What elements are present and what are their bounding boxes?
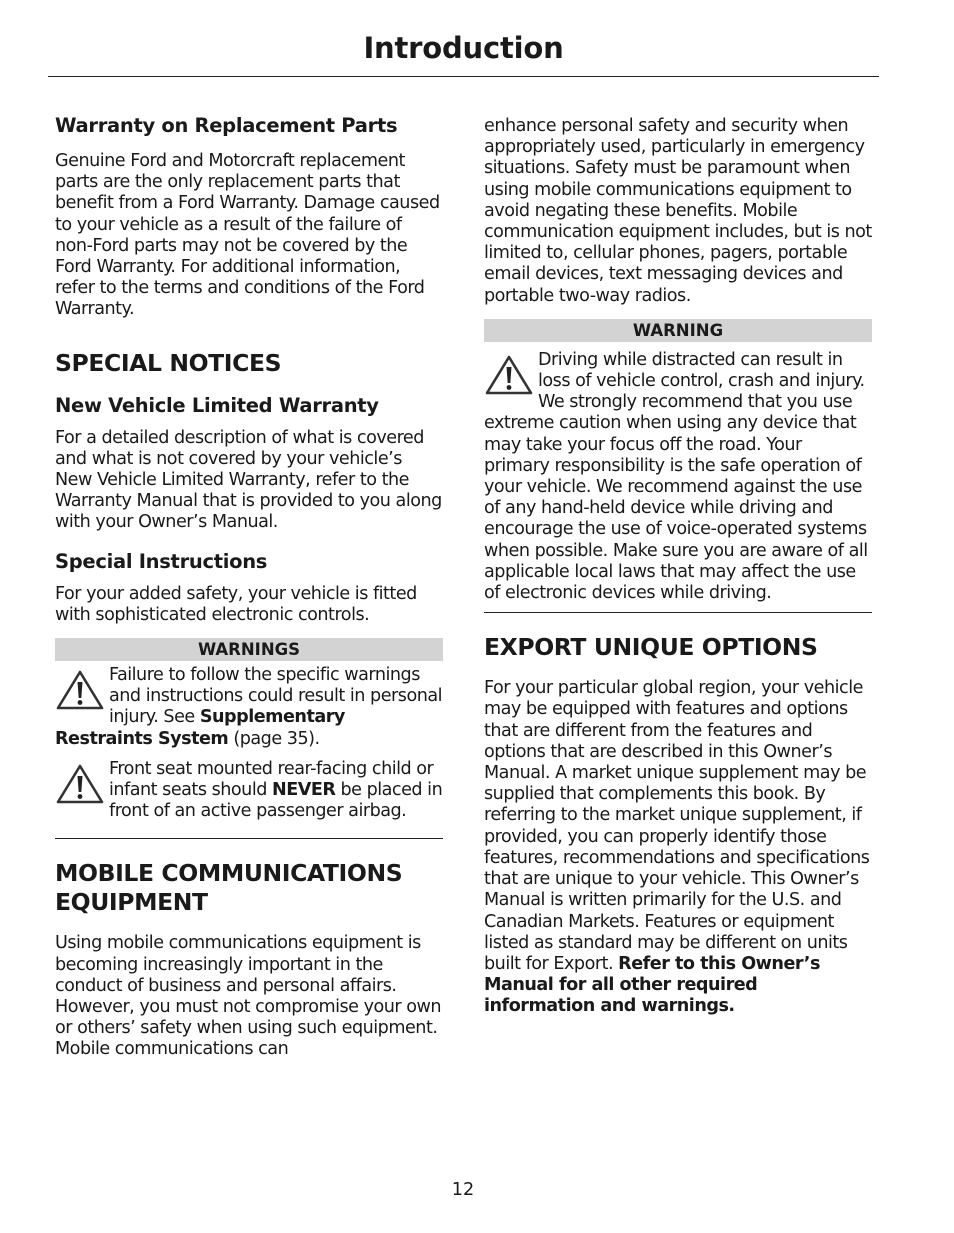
nvlw-paragraph: For a detailed description of what is covered and what is not covered by your vehicle’s New Vehicle Limited Warranty, refer to the Warranty Manual that is provided to you along with your Owner’s Manual.: [55, 427, 442, 533]
warning-text: [55, 759, 443, 823]
warning-triangle-icon: [55, 763, 105, 805]
page-title: Introduction: [363, 31, 564, 65]
never-emphasis: NEVER: [271, 780, 336, 801]
export-options-bold: Refer to this Owner’s Manual for all other required information and warnings.: [484, 953, 820, 1017]
srs-link[interactable]: Supplementary Restraints System: [55, 707, 345, 749]
section-divider: [484, 612, 872, 613]
nvlw-heading: New Vehicle Limited Warranty: [55, 393, 379, 417]
mobile-comm-continued-paragraph: enhance personal safety and security when appropriately used, particularly in emergency situations. Safety must be paramount when using mobile communications equipment to avoid negating these benefits. Mobile communication equipment includes, but is not limited to, cellular phones, pagers, portable email devices, text messaging devices and portable two-way radios.: [484, 116, 872, 306]
page-number: 12: [451, 1180, 475, 1200]
right-column: [484, 113, 872, 1018]
section-divider: [55, 838, 443, 839]
warning-text-2-post: be placed in front of an active passenger airbag.: [109, 780, 443, 822]
special-instructions-paragraph: For your added safety, your vehicle is fitted with sophisticated electronic controls.: [55, 583, 417, 625]
warning-triangle-icon: [55, 669, 105, 711]
mobile-comm-heading: MOBILE COMMUNICATIONS EQUIPMENT: [55, 859, 403, 917]
warning-text: Driving while distracted can result in loss of vehicle control, crash and injury. We strongly recommend that you use extreme caution when using any device that may take your focus off the road. Your primary responsibility is the safe operation of your vehicle. We recommend against the use of any hand-held device while driving and encourage the use of voice-operated systems when possible. Make sure you are aware of all applicable local laws that may affect the use of electronic devices while driving.: [484, 349, 868, 604]
export-options-text: For your particular global region, your vehicle may be equipped with features and options that are different from the features and options that are described in this Owner’s Manual. A market unique supplement may be supplied that complements this book. By referring to the market unique supplement, if provided, you can properly identify those features, recommendations and specifications that are unique to your vehicle. This Owner’s Manual is written primarily for the U.S. and Canadian Markets. Features or equipment listed as standard may be different on units built for Export.: [484, 678, 870, 974]
warning-item-child-seat: [55, 759, 443, 823]
left-column: [55, 113, 443, 1061]
page-header: [48, 26, 879, 77]
export-options-paragraph: [484, 678, 872, 1017]
warranty-heading: Warranty on Replacement Parts: [55, 114, 398, 137]
warning-item-distracted-driving: [484, 350, 872, 604]
warranty-paragraph: Genuine Ford and Motorcraft replacement parts are the only replacement parts that benefit from a Ford Warranty. Damage caused to your vehicle as a result of the failure of non-Ford parts may not be covered by the Ford Warranty. For additional information, refer to the terms and conditions of the Ford Warranty.: [55, 151, 440, 320]
special-instructions-heading: Special Instructions: [55, 549, 268, 573]
warning-item-airbag-system: [55, 665, 443, 750]
warning-text: [55, 665, 443, 750]
mobile-comm-paragraph: Using mobile communications equipment is becoming increasingly important in the conduct of business and personal affairs. However, you must not compromise your own or others’ safety when using such equipment. Mobile communications can: [55, 933, 442, 1060]
warning-bar: WARNING: [484, 319, 872, 342]
warning-triangle-icon: [484, 354, 534, 396]
page-reference: (page 35).: [233, 728, 320, 749]
export-options-heading: EXPORT UNIQUE OPTIONS: [484, 633, 818, 662]
warning-text-1: Failure to follow the specific warnings and instructions could result in personal injury. See: [109, 665, 443, 728]
special-notices-heading: SPECIAL NOTICES: [55, 348, 282, 377]
warning-text-2-pre: Front seat mounted rear-facing child or infant seats should: [109, 758, 434, 801]
warnings-bar: WARNINGS: [55, 638, 443, 661]
